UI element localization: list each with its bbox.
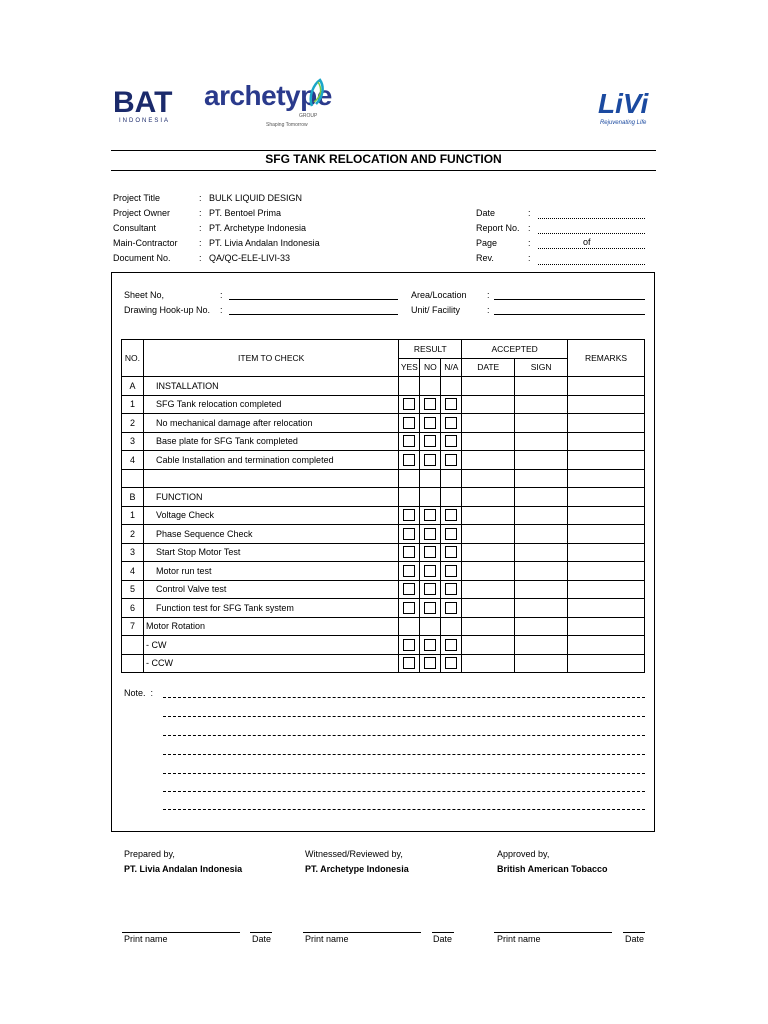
table-row xyxy=(122,395,645,414)
check-table xyxy=(121,339,645,673)
title-top-rule xyxy=(111,150,656,151)
remarks-cell[interactable] xyxy=(568,451,645,470)
result-yes-cell xyxy=(399,525,420,544)
result-no-checkbox[interactable] xyxy=(424,509,436,521)
sign-cell[interactable] xyxy=(515,451,568,470)
date-cell[interactable] xyxy=(462,432,515,451)
archetype-group-text: GROUP xyxy=(299,113,318,119)
project-info xyxy=(113,191,320,266)
print-name-line[interactable] xyxy=(494,932,612,933)
row-number: B xyxy=(122,488,144,507)
sign-cell[interactable] xyxy=(515,543,568,562)
livi-logo-text: LiVi xyxy=(598,88,649,119)
remarks-cell[interactable] xyxy=(568,617,645,636)
info-value: PT. Bentoel Prima xyxy=(209,208,282,218)
row-number: 3 xyxy=(122,543,144,562)
result-no-cell xyxy=(420,599,441,618)
print-name-label: Print name xyxy=(497,934,541,944)
info-row xyxy=(113,236,320,251)
date-label: Date xyxy=(625,934,645,944)
report-info-row xyxy=(476,251,531,266)
date-cell[interactable] xyxy=(462,469,515,488)
bat-logo-subtext: INDONESIA xyxy=(119,118,171,124)
result-yes-cell xyxy=(399,432,420,451)
info-row xyxy=(113,206,320,221)
sign-cell[interactable] xyxy=(515,636,568,655)
sheet-no-label: Sheet No, xyxy=(124,290,165,300)
row-item: - CW xyxy=(143,636,398,655)
note-line[interactable] xyxy=(163,809,645,810)
archetype-logo xyxy=(204,80,332,128)
report-no-label: Report No. xyxy=(476,223,520,233)
result-na-cell xyxy=(441,543,462,562)
date-cell[interactable] xyxy=(462,488,515,507)
info-row xyxy=(113,251,320,266)
info-colon: : xyxy=(528,208,531,218)
result-na-checkbox[interactable] xyxy=(445,602,457,614)
result-na-cell xyxy=(441,451,462,470)
table-row xyxy=(122,469,645,488)
livi-tagline: Rejuvenating Life xyxy=(599,120,647,126)
row-number: 5 xyxy=(122,580,144,599)
col-no: NO. xyxy=(122,340,144,377)
row-item: FUNCTION xyxy=(143,488,398,507)
result-no-cell xyxy=(420,617,441,636)
row-number xyxy=(122,654,144,673)
date-cell[interactable] xyxy=(462,395,515,414)
row-item: SFG Tank relocation completed xyxy=(143,395,398,414)
row-item: - CCW xyxy=(143,654,398,673)
date-cell[interactable] xyxy=(462,654,515,673)
info-row xyxy=(113,191,320,206)
table-row xyxy=(122,525,645,544)
result-no-cell xyxy=(420,636,441,655)
row-item: Base plate for SFG Tank completed xyxy=(143,432,398,451)
row-number: 2 xyxy=(122,525,144,544)
info-value: BULK LIQUID DESIGN xyxy=(209,193,303,203)
col-no-answer: NO xyxy=(420,358,441,377)
result-no-cell xyxy=(420,377,441,396)
result-yes-checkbox[interactable] xyxy=(403,583,415,595)
date-cell[interactable] xyxy=(462,636,515,655)
archetype-swirl-icon xyxy=(308,78,326,108)
row-number: A xyxy=(122,377,144,396)
date-label: Date xyxy=(433,934,453,944)
rev-label: Rev. xyxy=(476,253,494,263)
date-line[interactable] xyxy=(623,932,645,933)
result-yes-checkbox[interactable] xyxy=(403,639,415,651)
row-item: Control Valve test xyxy=(143,580,398,599)
remarks-cell[interactable] xyxy=(568,377,645,396)
remarks-cell[interactable] xyxy=(568,654,645,673)
sign-cell[interactable] xyxy=(515,488,568,507)
report-no-field[interactable] xyxy=(538,233,645,234)
remarks-cell[interactable] xyxy=(568,506,645,525)
area-colon: : xyxy=(487,290,490,300)
result-na-cell xyxy=(441,617,462,636)
result-no-cell xyxy=(420,395,441,414)
result-yes-checkbox[interactable] xyxy=(403,565,415,577)
result-yes-checkbox[interactable] xyxy=(403,657,415,669)
remarks-cell[interactable] xyxy=(568,488,645,507)
date-line[interactable] xyxy=(250,932,272,933)
info-label: Consultant xyxy=(113,223,157,233)
row-number: 4 xyxy=(122,451,144,470)
note-colon: : xyxy=(145,688,154,698)
row-number: 6 xyxy=(122,599,144,618)
result-no-cell xyxy=(420,414,441,433)
sign-cell[interactable] xyxy=(515,506,568,525)
result-no-checkbox[interactable] xyxy=(424,639,436,651)
document-title: SFG TANK RELOCATION AND FUNCTION xyxy=(265,152,502,166)
section-row xyxy=(122,488,645,507)
result-yes-checkbox[interactable] xyxy=(403,398,415,410)
table-row xyxy=(122,599,645,618)
info-colon: : xyxy=(199,238,202,248)
result-yes-cell xyxy=(399,469,420,488)
result-yes-cell xyxy=(399,654,420,673)
result-na-cell xyxy=(441,488,462,507)
result-no-cell xyxy=(420,451,441,470)
report-info xyxy=(476,206,531,266)
report-info-row xyxy=(476,206,531,221)
result-yes-cell xyxy=(399,562,420,581)
print-name-label: Print name xyxy=(305,934,349,944)
result-no-checkbox[interactable] xyxy=(424,602,436,614)
result-no-cell xyxy=(420,654,441,673)
result-na-cell xyxy=(441,580,462,599)
table-row xyxy=(122,654,645,673)
info-value: PT. Archetype Indonesia xyxy=(209,223,307,233)
info-colon: : xyxy=(528,223,531,233)
col-result: RESULT xyxy=(399,340,462,359)
result-yes-checkbox[interactable] xyxy=(403,602,415,614)
date-cell[interactable] xyxy=(462,377,515,396)
result-na-checkbox[interactable] xyxy=(445,398,457,410)
table-row xyxy=(122,432,645,451)
row-item: Cable Installation and termination completed xyxy=(143,451,398,470)
livi-logo xyxy=(598,88,648,126)
result-yes-cell xyxy=(399,488,420,507)
result-no-checkbox[interactable] xyxy=(424,546,436,558)
table-row xyxy=(122,636,645,655)
note-line[interactable] xyxy=(163,773,645,774)
result-no-checkbox[interactable] xyxy=(424,454,436,466)
row-item: INSTALLATION xyxy=(143,377,398,396)
row-item: Function test for SFG Tank system xyxy=(143,599,398,618)
date-cell[interactable] xyxy=(462,543,515,562)
date-line[interactable] xyxy=(432,932,454,933)
area-field[interactable] xyxy=(494,299,645,300)
result-yes-checkbox[interactable] xyxy=(403,509,415,521)
info-colon: : xyxy=(199,223,202,233)
note-line[interactable] xyxy=(163,735,645,736)
result-na-cell xyxy=(441,395,462,414)
info-value: PT. Livia Andalan Indonesia xyxy=(209,238,320,248)
print-name-label: Print name xyxy=(124,934,168,944)
col-na: N/A xyxy=(441,358,462,377)
witnessed-by-company: PT. Archetype Indonesia xyxy=(305,864,409,874)
note-line[interactable] xyxy=(163,791,645,792)
row-item xyxy=(143,469,398,488)
info-label: Main-Contractor xyxy=(113,238,178,248)
result-no-checkbox[interactable] xyxy=(424,657,436,669)
date-cell[interactable] xyxy=(462,525,515,544)
result-yes-cell xyxy=(399,377,420,396)
sign-cell[interactable] xyxy=(515,414,568,433)
col-date: DATE xyxy=(462,358,515,377)
result-na-checkbox[interactable] xyxy=(445,435,457,447)
area-label: Area/Location xyxy=(411,290,467,300)
row-item: No mechanical damage after relocation xyxy=(143,414,398,433)
result-na-checkbox[interactable] xyxy=(445,528,457,540)
remarks-cell[interactable] xyxy=(568,525,645,544)
result-na-checkbox[interactable] xyxy=(445,583,457,595)
row-number: 2 xyxy=(122,414,144,433)
date-cell[interactable] xyxy=(462,599,515,618)
section-row xyxy=(122,377,645,396)
info-colon: : xyxy=(528,253,531,263)
drawing-label: Drawing Hook-up No. xyxy=(124,305,211,315)
unit-field[interactable] xyxy=(494,314,645,315)
date-cell[interactable] xyxy=(462,617,515,636)
row-item: Start Stop Motor Test xyxy=(143,543,398,562)
note-line[interactable] xyxy=(163,754,645,755)
sign-cell[interactable] xyxy=(515,377,568,396)
drawing-colon: : xyxy=(220,305,223,315)
col-item: ITEM TO CHECK xyxy=(143,340,398,377)
col-yes: YES xyxy=(399,358,420,377)
note-label xyxy=(124,688,153,698)
page-of-text: of xyxy=(583,237,591,247)
result-no-checkbox[interactable] xyxy=(424,528,436,540)
row-number: 4 xyxy=(122,562,144,581)
date-cell[interactable] xyxy=(462,451,515,470)
result-na-checkbox[interactable] xyxy=(445,509,457,521)
sheet-no-colon: : xyxy=(220,290,223,300)
col-remarks: REMARKS xyxy=(568,340,645,377)
remarks-cell[interactable] xyxy=(568,543,645,562)
drawing-field[interactable] xyxy=(229,314,398,315)
result-na-cell xyxy=(441,636,462,655)
result-yes-cell xyxy=(399,543,420,562)
date-cell[interactable] xyxy=(462,506,515,525)
result-no-checkbox[interactable] xyxy=(424,417,436,429)
result-no-cell xyxy=(420,469,441,488)
date-cell[interactable] xyxy=(462,414,515,433)
unit-colon: : xyxy=(487,305,490,315)
row-number: 7 xyxy=(122,617,144,636)
sign-cell[interactable] xyxy=(515,654,568,673)
result-na-checkbox[interactable] xyxy=(445,454,457,466)
result-yes-checkbox[interactable] xyxy=(403,435,415,447)
report-info-row xyxy=(476,236,531,251)
table-row xyxy=(122,580,645,599)
page-field[interactable] xyxy=(538,248,645,249)
info-colon: : xyxy=(199,253,202,263)
result-no-cell xyxy=(420,506,441,525)
result-yes-cell xyxy=(399,414,420,433)
result-no-cell xyxy=(420,580,441,599)
sign-cell[interactable] xyxy=(515,469,568,488)
prepared-by-label: Prepared by, xyxy=(124,849,175,859)
table-row xyxy=(122,562,645,581)
result-yes-checkbox[interactable] xyxy=(403,454,415,466)
approved-by-label: Approved by, xyxy=(497,849,550,859)
sign-cell[interactable] xyxy=(515,599,568,618)
result-yes-cell xyxy=(399,599,420,618)
date-field[interactable] xyxy=(538,218,645,219)
result-na-checkbox[interactable] xyxy=(445,417,457,429)
result-na-cell xyxy=(441,562,462,581)
remarks-cell[interactable] xyxy=(568,432,645,451)
col-accepted: ACCEPTED xyxy=(462,340,568,359)
sign-cell[interactable] xyxy=(515,525,568,544)
note-label-text: Note. xyxy=(124,688,146,698)
row-number: 1 xyxy=(122,395,144,414)
row-item: Motor Rotation xyxy=(143,617,398,636)
bat-logo xyxy=(113,88,193,128)
sign-cell[interactable] xyxy=(515,580,568,599)
row-number xyxy=(122,469,144,488)
print-name-line[interactable] xyxy=(303,932,421,933)
table-row xyxy=(122,506,645,525)
sheet-no-field[interactable] xyxy=(229,299,398,300)
result-yes-cell xyxy=(399,506,420,525)
result-na-checkbox[interactable] xyxy=(445,639,457,651)
report-info-row xyxy=(476,221,531,236)
title-bottom-rule xyxy=(111,170,656,171)
print-name-line[interactable] xyxy=(122,932,240,933)
table-row xyxy=(122,617,645,636)
result-no-checkbox[interactable] xyxy=(424,435,436,447)
remarks-cell[interactable] xyxy=(568,395,645,414)
info-row xyxy=(113,221,320,236)
unit-label: Unit/ Facility xyxy=(411,305,461,315)
archetype-logo-text: archetype xyxy=(204,80,332,111)
result-na-cell xyxy=(441,599,462,618)
result-na-checkbox[interactable] xyxy=(445,546,457,558)
note-line[interactable] xyxy=(163,716,645,717)
info-colon: : xyxy=(528,238,531,248)
info-value: QA/QC-ELE-LIVI-33 xyxy=(209,253,291,263)
sign-cell[interactable] xyxy=(515,395,568,414)
result-na-checkbox[interactable] xyxy=(445,657,457,669)
result-no-cell xyxy=(420,432,441,451)
result-yes-cell xyxy=(399,617,420,636)
result-yes-checkbox[interactable] xyxy=(403,417,415,429)
result-yes-checkbox[interactable] xyxy=(403,528,415,540)
header-row xyxy=(122,340,645,359)
info-colon: : xyxy=(199,193,202,203)
result-na-cell xyxy=(441,654,462,673)
result-yes-cell xyxy=(399,636,420,655)
result-na-cell xyxy=(441,414,462,433)
info-label: Project Owner xyxy=(113,208,171,218)
result-na-cell xyxy=(441,469,462,488)
prepared-by-company: PT. Livia Andalan Indonesia xyxy=(124,864,243,874)
rev-field[interactable] xyxy=(538,264,645,265)
bat-logo-text: BAT xyxy=(113,86,173,119)
result-na-cell xyxy=(441,525,462,544)
info-label: Project Title xyxy=(113,193,161,203)
result-no-cell xyxy=(420,562,441,581)
sign-cell[interactable] xyxy=(515,432,568,451)
date-label: Date xyxy=(476,208,496,218)
result-na-checkbox[interactable] xyxy=(445,565,457,577)
table-row xyxy=(122,451,645,470)
witnessed-by-label: Witnessed/Reviewed by, xyxy=(305,849,403,859)
result-yes-cell xyxy=(399,580,420,599)
info-label: Document No. xyxy=(113,253,171,263)
info-colon: : xyxy=(199,208,202,218)
remarks-cell[interactable] xyxy=(568,414,645,433)
result-yes-cell xyxy=(399,395,420,414)
result-no-checkbox[interactable] xyxy=(424,398,436,410)
remarks-cell[interactable] xyxy=(568,580,645,599)
result-no-checkbox[interactable] xyxy=(424,583,436,595)
result-no-cell xyxy=(420,488,441,507)
result-no-checkbox[interactable] xyxy=(424,565,436,577)
date-label: Date xyxy=(252,934,272,944)
result-no-cell xyxy=(420,525,441,544)
result-na-cell xyxy=(441,377,462,396)
row-item: Voltage Check xyxy=(143,506,398,525)
remarks-cell[interactable] xyxy=(568,636,645,655)
remarks-cell[interactable] xyxy=(568,469,645,488)
table-row xyxy=(122,414,645,433)
col-sign: SIGN xyxy=(515,358,568,377)
archetype-tagline: Shaping Tomorrow xyxy=(266,122,308,128)
result-yes-checkbox[interactable] xyxy=(403,546,415,558)
table-row xyxy=(122,543,645,562)
result-na-cell xyxy=(441,432,462,451)
note-line[interactable] xyxy=(163,697,645,698)
row-number: 3 xyxy=(122,432,144,451)
row-item: Motor run test xyxy=(143,562,398,581)
result-no-cell xyxy=(420,543,441,562)
result-na-cell xyxy=(441,506,462,525)
row-number: 1 xyxy=(122,506,144,525)
approved-by-company: British American Tobacco xyxy=(497,864,608,874)
sign-cell[interactable] xyxy=(515,617,568,636)
remarks-cell[interactable] xyxy=(568,599,645,618)
row-item: Phase Sequence Check xyxy=(143,525,398,544)
result-yes-cell xyxy=(399,451,420,470)
page-label: Page xyxy=(476,238,498,248)
sign-cell[interactable] xyxy=(515,562,568,581)
date-cell[interactable] xyxy=(462,580,515,599)
remarks-cell[interactable] xyxy=(568,562,645,581)
row-number xyxy=(122,636,144,655)
date-cell[interactable] xyxy=(462,562,515,581)
